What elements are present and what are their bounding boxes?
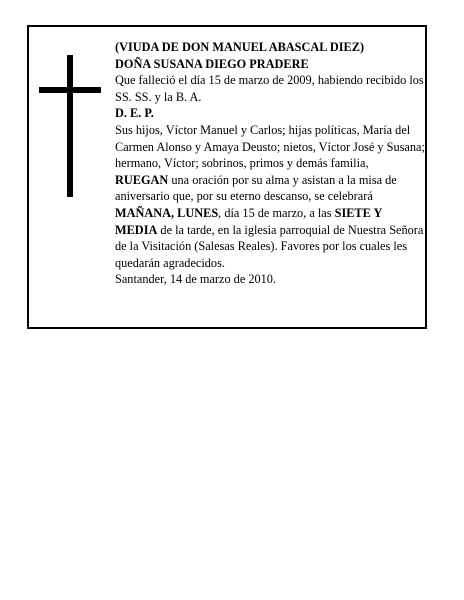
mass-time: SIETE Y MEDIA <box>115 205 382 237</box>
cross-icon <box>39 55 101 197</box>
place-date: Santander, 14 de marzo de 2010. <box>115 272 277 287</box>
widow-line: (VIUDA DE DON MANUEL ABASCAL DIEZ) <box>115 40 365 54</box>
request-text-3: de la tarde, en la iglesia parroquial de Nuestra Señora de la Visitación (Salesas Reales). Favores por los cuales les quedarán agradecidos. <box>115 222 424 270</box>
cross-vertical-bar <box>67 55 73 197</box>
cross-horizontal-bar <box>39 87 101 93</box>
mass-day: MAÑANA, LUNES <box>115 205 219 220</box>
ruegan-word: RUEGAN <box>115 172 169 187</box>
obituary-notice <box>27 25 427 329</box>
request-text-2: , día 15 de marzo, a las <box>218 205 335 220</box>
family-paragraph: Sus hijos, Víctor Manuel y Carlos; hijas políticas, María del Carmen Alonso y Amaya Deusto; nietos, Víctor José y Susana; hermano, Víctor; sobrinos, primos y demás familia, <box>115 122 425 171</box>
request-paragraph <box>115 172 427 272</box>
death-line: Que falleció el día 15 de marzo de 2009, habiendo recibido los SS. SS. y la B. A. <box>115 73 424 104</box>
notice-text <box>115 39 427 288</box>
deceased-name: DOÑA SUSANA DIEGO PRADERE <box>115 56 309 71</box>
request-text-1: una oración por su alma y asistan a la misa de aniversario que, por su eterno descanso, se celebrará <box>115 172 397 204</box>
dep-line: D. E. P. <box>115 106 154 121</box>
